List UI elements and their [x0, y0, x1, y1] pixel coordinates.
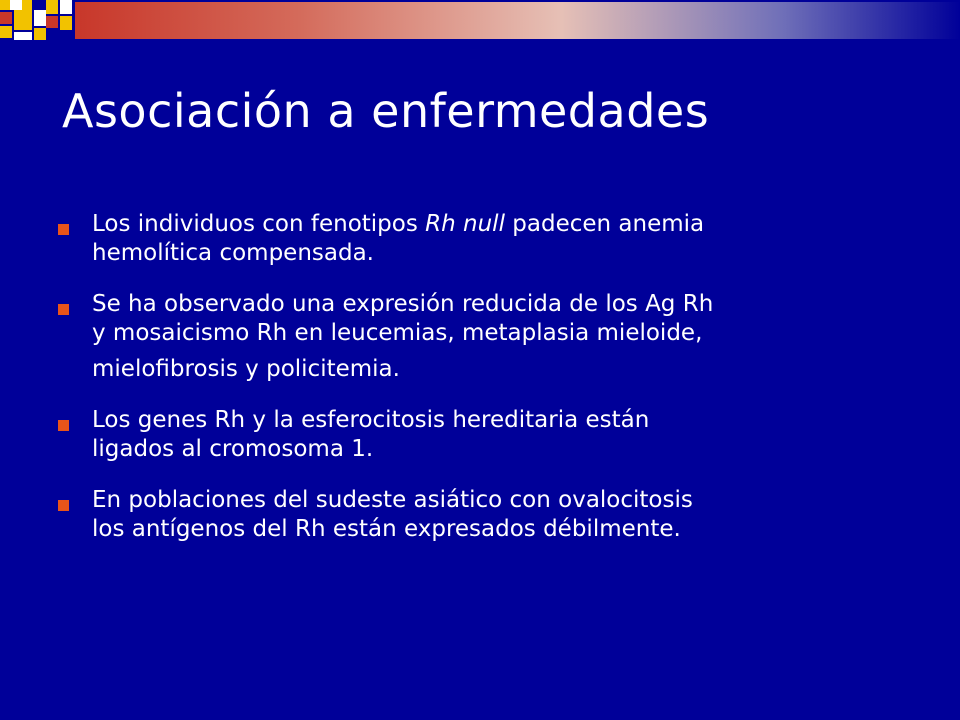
- bullet-item-rh-null: [58, 210, 918, 268]
- bullet-line: mielofibrosis y policitemia.: [92, 356, 400, 382]
- bullet-line: hemolítica compensada.: [92, 240, 374, 266]
- bullet-emphasis: Rh null: [425, 211, 505, 237]
- bullet-text: padecen anemia: [504, 211, 705, 237]
- bullet-square-icon: [58, 420, 69, 431]
- bullet-item-populations: [58, 486, 918, 544]
- bullet-text: Los individuos con fenotipos: [92, 211, 426, 237]
- bullet-line: [92, 210, 918, 239]
- bullet-line: ligados al cromosoma 1.: [92, 436, 374, 462]
- bullet-item-genes: [58, 406, 918, 464]
- bullet-line: los antígenos del Rh están expresados débilmente.: [92, 516, 681, 542]
- slide-title: Asociación a enfermedades: [62, 84, 710, 138]
- bullet-list: [58, 210, 918, 566]
- decorative-header-band: [0, 0, 960, 40]
- bullet-square-icon: [58, 500, 69, 511]
- bullet-line: y mosaicismo Rh en leucemias, metaplasia mieloide,: [92, 320, 703, 346]
- bullet-item-expression: [58, 290, 918, 384]
- bullet-square-icon: [58, 304, 69, 315]
- bullet-line: Se ha observado una expresión reducida de los Ag Rh: [92, 291, 714, 317]
- bullet-square-icon: [58, 224, 69, 235]
- bullet-line: En poblaciones del sudeste asiático con ovalocitosis: [92, 487, 693, 513]
- bullet-line: Los genes Rh y la esferocitosis hereditaria están: [92, 407, 650, 433]
